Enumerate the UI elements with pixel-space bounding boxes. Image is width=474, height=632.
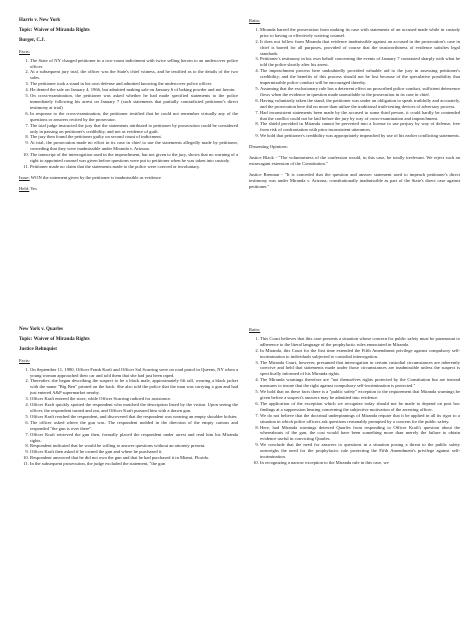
case1-ratio-7: 7. Had inconsistent statements been made by the accused to some third person, it could hardly be contended that the conflict could not be laid before the jury by way of cross-examination and impeachment.	[260, 110, 460, 122]
case2-facts-list	[19, 367, 238, 467]
case1-ratio-1: 1. Miranda barred the prosecution from making its case with statements of an accused made while in custody prior to having or effectively waiving counsel.	[260, 27, 460, 39]
case1-issue-text: WON the statement given by the petitioner is inadmissible as evidence	[30, 174, 161, 180]
case1-held	[19, 186, 238, 192]
case2-ratio-1: 1. This Court believes that this case presents a situation whose concern for public safety must be paramount to adherence to the literal language of the prophylactic rules enunciated in Miranda.	[260, 336, 460, 348]
case1-fact-11: 11. Petitioner made no claim that the statements made to the police were coerced or involuntary.	[30, 164, 238, 170]
case2-ratio-6: 6. The application of the exception which we recognize today should not be made to depend on post hoc findings at a suppression hearing concerning the subjective motivation of the arresting officer.	[260, 401, 460, 413]
case2-fact-4: 4. Officer Kraft quickly spotted the respondent who matched the description listed by the victim. Upon seeing the officer, the respondent turned and ran, and Officer Kraft pursued him with a drawn gun.	[30, 402, 238, 414]
case2-ratio-9: 9. We conclude that the need for answers to questions in a situation posing a threat to the public safety outweighs the need for the prophylactic rule protecting the Fifth Amendment's privilege against self-incrimination.	[260, 442, 460, 460]
case1-fact-4: 4. He denied the sale on January 4, 1966, but admitted making sale on January 6 of baking powder and not heroin.	[30, 87, 238, 93]
case2-fact-3: 3. Officer Kraft entered the store, while Officer Scarring radioed for assistance.	[30, 396, 238, 402]
case2-ratio-8: 8. Here, had Miranda warnings deterred Quarles from responding to Officer Kraft's question about the whereabouts of the gun, the cost would have been something more than merely the failure to obtain evidence useful in convicting Quarles.	[260, 425, 460, 443]
case2-fact-5: 5. Officer Kraft reached the respondent, and discovered that the respondent was wearing an empty shoulder holster.	[30, 414, 238, 420]
case1-ratio-label: Ratio:	[249, 18, 261, 23]
case1-issue	[19, 175, 238, 181]
case2-fact-11: 11. In the subsequent prosecution, the judge excluded the statement, "the gun	[30, 461, 238, 467]
case2-topic: Topic: Waiver of Miranda Rights	[19, 336, 90, 342]
case2-fact-10: 10. Respondent answered that he did not own the gun and that he had purchased it in Miami, Florida.	[30, 455, 238, 461]
case2-right-column	[249, 327, 460, 471]
case2-ratio-2: 2. In Miranda, this Court for the first time extended the Fifth Amendment privilege against compulsory self-incrimination to individuals subjected to custodial interrogation.	[260, 348, 460, 360]
case2-ratio-label: Ratio:	[249, 327, 261, 332]
case1-dissent-black: Justice Black - "The voluntariness of the confession would, in this case, be totally irrelevant. We reject such an extravagant extension of the Constitution."	[249, 155, 460, 166]
case2-left-column	[19, 327, 238, 472]
case1-right-column	[249, 18, 460, 195]
case1-fact-3: 3. The petitioner took a stand in his own defense and admitted knowing the undercover police officer.	[30, 81, 238, 87]
case1-left-column	[19, 18, 238, 197]
case2-ratio-4: 4. The Miranda warnings therefore are "not themselves rights protected by the Constitution but are instead measures to insure that the right against compulsory self-incrimination is protected."	[260, 377, 460, 389]
case2-fact-2: 2. Thereafter, she began describing the suspect to be a black male, approximately 6ft tall, wearing a black jacket with the name "Big Ben" printed on the back. She also told the police that the man was carrying a gun and had just entered A&P supermarket nearby.	[30, 378, 238, 396]
case2-fact-8: 8. Respondent indicated that he would be willing to answer questions without an attorney present.	[30, 443, 238, 449]
case1-ratio-4: 4. The impeachment process here undoubtedly provided valuable aid to the jury in assessing petitioner's credibility, and the benefits of this process should not be lost because of the speculative possibility that impermissible police conduct will be encouraged thereby.	[260, 68, 460, 86]
case2-ratio-10: 10. In recognizing a narrow exception to the Miranda rule in this case, we	[260, 460, 460, 466]
case1-dissent-brennan: Justice Brennan - "It is conceded that the question and answer statement used to impeach petitioner's direct testimony was under Miranda v. Arizona, constitutionally inadmissible as part of the State's direct case against petitioner."	[249, 171, 460, 189]
case1-fact-2: 2. At a subsequent jury trial, the officer was the State's chief witness, and he testified as to the details of the two sales.	[30, 69, 238, 81]
case2-fact-7: 7. Officer Kraft retrieved the gun then, formally placed the respondent under arrest and read him his Miranda rights.	[30, 432, 238, 444]
case1-facts-label: Facts:	[19, 48, 30, 54]
case1-judge: Burger, C.J.	[19, 37, 45, 43]
case2-fact-9: 9. Officer Kraft then asked if he owned the gun and where he purchased it.	[30, 449, 238, 455]
case1-ratio-5: 5. Assuming that the exclusionary rule has a deterrent effect on proscribed police conduct, sufficient deterrence flows when the evidence in question made unavailable to the prosecution in its case in chief.	[260, 86, 460, 98]
case2-facts-label: Facts:	[19, 357, 30, 363]
case1-fact-1: 1. The State of NY charged petitioner in a two-count indictment with twice selling heroin to an undercover police officer.	[30, 58, 238, 70]
case1-topic: Topic: Waiver of Miranda Rights	[19, 27, 90, 33]
case1-ratio-2: 2. It does not follow from Miranda that evidence inadmissible against an accused in the prosecution's case in chief is barred for all purposes, provided of course that the trustworthiness of evidence satisfies legal standards.	[260, 39, 460, 57]
case2-fact-6: 6. The officer asked where the gun was. The respondent nodded in the direction of the empty cartons and responded "the gun is over there".	[30, 420, 238, 432]
case1-ratio-8: 8. The shield provided in Miranda cannot be perverted into a license to use perjury by way of defense, free from risk of confrontation with prior inconsistent utterances.	[260, 121, 460, 133]
case2-ratio-3: 3. The Miranda Court, however, presumed that interrogation in certain custodial circumstances are inherently coercive and held that statements made under those circumstances are inadmissible unless the suspect is specifically informed of his Miranda rights.	[260, 360, 460, 378]
case1-held-text: Yes	[30, 185, 37, 191]
case1-ratio-3: 3. Petitioner's testimony in his own behalf concerning the events of January 7 contrasted sharply with what he told the police shortly after his arrest.	[260, 56, 460, 68]
case1-fact-10: 10. The transcript of the interrogation used in the impeachment, but not given to the jury, shows that no warning of a right to appointed counsel was given before questions were put to petitioner when he was taken into custody.	[30, 152, 238, 164]
case1-fact-7: 7. The trial judge instructed the jury that the statements attributed to petitioner by prosecution could be considered only in passing on petitioner's credibility, and not as evidence of guilt.	[30, 123, 238, 135]
case1-title: Harris v. New York	[19, 18, 61, 23]
case2-judge: Justice Rehnquist	[19, 346, 57, 352]
case1-ratio-9: 9. We hold that petitioner's credibility was appropriately impeached by use of his earlier conflicting statements.	[260, 133, 460, 139]
case2-ratio-5: 5. We hold that on these facts there is a "public safety" exception to the requirement that Miranda warnings be given before a suspect's answers may be admitted into evidence.	[260, 389, 460, 401]
case2-fact-1: 1. On September 11, 1980, Officer Frank Kraft and Officer Sal Scarring were on road patrol in Queens, NY when a young woman approached their car and told them that she had just been raped.	[30, 367, 238, 379]
case1-ratio-list	[249, 27, 460, 139]
case1-fact-5: 5. On cross-examination, the petitioner was asked whether he had made specified statements to the police immediately following his arrest on January 7 (such statements that partially contradicted petitioner's direct testimony at trial)	[30, 93, 238, 111]
case1-facts-list	[19, 58, 238, 170]
case1-fact-6: 6. In response to the cross-examination, the petitioner testified that he could not remember virtually any of the questions or answers recited by the prosecutor.	[30, 111, 238, 123]
case1-fact-8: 8. The jury then found the petitioner guilty on second count of indictment.	[30, 134, 238, 140]
case2-ratio-7: 7. We do not believe that the doctrinal underpinnings of Miranda require that it be applied in all its rigor to a situation in which police officers ask questions reasonably prompted by a concern for the public safety.	[260, 413, 460, 425]
case1-dissent-label: Dissenting Opinions:	[249, 144, 288, 150]
case2-title: New York v. Quarles	[19, 327, 63, 332]
case1-fact-9: 9. At trial, the prosecution made no effort in its case in chief to use the statements allegedly made by petitioner, conceding that they were inadmissible under Miranda v. Arizona.	[30, 140, 238, 152]
case1-ratio-6: 6. Having voluntarily taken the stand, the petitioner was under an obligation to speak truthfully and accurately, and the prosecution here did no more than utilize the traditional truth-testing devices of adversary process.	[260, 98, 460, 110]
case2-ratio-list	[249, 336, 460, 466]
case1-held-label: Held:	[19, 185, 30, 191]
case1-issue-label: Issue:	[19, 174, 30, 180]
